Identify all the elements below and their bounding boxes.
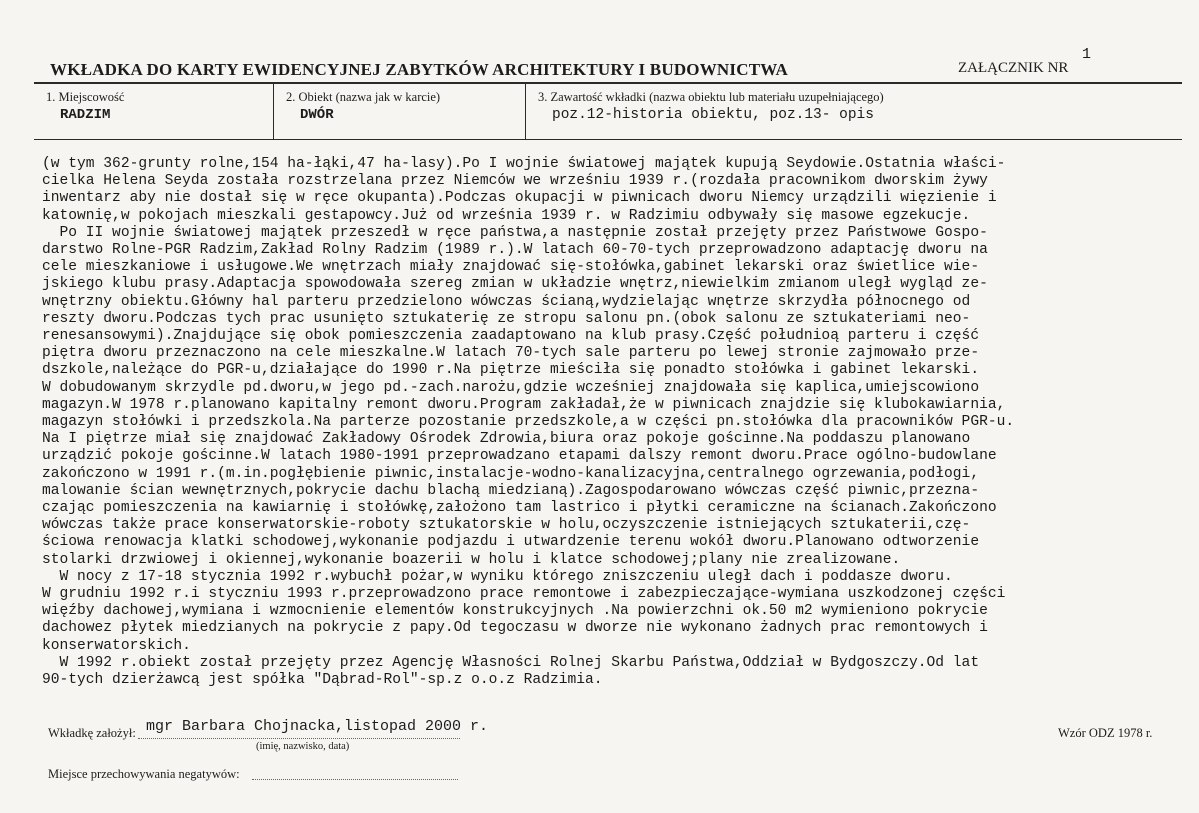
page-title: WKŁADKA DO KARTY EWIDENCYJNEJ ZABYTKÓW ARCHITEKTURY I BUDOWNICTWA <box>50 60 789 79</box>
text-line: W 1992 r.obiekt został przejęty przez Agencję Własności Rolnej Skarbu Państwa,Oddział w Bydgoszczy.Od lat <box>42 654 980 671</box>
text-line: malowanie ścian wewnętrznych,pokrycie dachu blachą miedzianą).Zagospodarowano wówczas część piwnic,przezna- <box>42 482 980 499</box>
text-line: czając pomieszczenia na kawiarnię i stołówkę,założono tam lastrico i płytki ceramiczne na ścianach.Zakończono <box>42 500 997 517</box>
text-line: więźby dachowej,wymiana i wzmocnienie elementów konstrukcyjnych .Na powierzchni ok.50 m2 wymieniono pokrycie <box>42 603 988 620</box>
content-field <box>526 82 1182 140</box>
text-line: magazyn.W 1978 r.planowano kapitalny remont dworu.Program zakładał,że w piwnicach znajdzie się klubokawiarnia, <box>42 396 1006 413</box>
annex-label: ZAŁĄCZNIK NR <box>958 60 1069 76</box>
text-line: cielka Helena Seyda została rozstrzelana przez Niemców we wrześniu 1939 r.(rozdała pracownikom dworskim żywy <box>42 173 988 190</box>
text-line: reszty dworu.Podczas tych prac usunięto sztukaterię ze stropu salonu pn.(obok salonu ze sztukateriami neo- <box>42 310 971 327</box>
location-label: 1. Miejscowość <box>46 90 125 104</box>
text-line: inwentarz aby nie dostał się w ręce okupanta).Podczas okupacji w piwnicach dworu Niemcy urządzili więzienie i <box>42 190 997 207</box>
object-label: 2. Obiekt (nazwa jak w karcie) <box>286 90 441 104</box>
content-label: 3. Zawartość wkładki (nazwa obiektu lub materiału uzupełniającego) <box>538 90 884 104</box>
text-line: katownię,w pokojach mieszkali gestapowcy.Już od września 1939 r. w Radzimiu odbywały się masowe egzekucje. <box>42 207 971 224</box>
text-line: piętra dworu przeznaczono na cele mieszkalne.W latach 70-tych sale parteru po lewej stronie zajmowało prze- <box>42 345 980 362</box>
author-value: mgr Barbara Chojnacka,listopad 2000 r. <box>146 718 489 735</box>
text-line: cele mieszkaniowe i usługowe.We wnętrzach miały znajdować się-stołówka,gabinet lekarski oraz świetlice wie- <box>42 259 980 276</box>
text-line: W dobudowanym skrzydle pd.dworu,w jego pd.-zach.narożu,gdzie wcześniej znajdowała się kaplica,umiejscowiono <box>42 379 980 396</box>
form-code: Wzór ODZ 1978 r. <box>1058 726 1153 740</box>
text-line: Po II wojnie światowej majątek przeszedł w ręce państwa,a następnie został przejęty przez Państwowe Gospo- <box>42 224 988 241</box>
annex-number: 1 <box>1082 46 1092 63</box>
text-line: dachowez płytek miedzianych na pokrycie z papy.Od tegoczasu w dworze nie wykonano żadnych prac remontowych i <box>42 620 988 637</box>
text-line: urządzić pokoje gościnne.W latach 1980-1991 przeprowadzano etapami dalszy remont dworu.Prace ogólno-budowlane <box>42 448 997 465</box>
text-line: W grudniu 1992 r.i styczniu 1993 r.przeprowadzono prace remontowe i zabezpieczające-wymiana uszkodzonej części <box>42 586 1006 603</box>
author-hint: (imię, nazwisko, data) <box>256 741 350 752</box>
text-line: dszkole,należące do PGR-u,działające do 1990 r.Na piętrze mieściła się ponadto stołówka i gabinet lekarski. <box>42 362 980 379</box>
text-line: darstwo Rolne-PGR Radzim,Zakład Rolny Radzim (1989 r.).W latach 60-70-tych przeprowadzono adaptację dworu na <box>42 242 988 259</box>
text-line: renesansowymi).Znajdujące się obok pomieszczenia zaadaptowano na klub prasy.Część południoą parteru i część <box>42 328 980 345</box>
text-line: konserwatorskich. <box>42 637 191 654</box>
text-line: jskiego klubu prasy.Adaptacja spowodowała szereg zmian w układzie wnętrz,niewielkim zmianom uległ wygląd ze- <box>42 276 988 293</box>
text-line: ściowa renowacja klatki schodowej,wykonanie podjazdu i utwardzenie terenu wokół dworu.Planowano odtworzenie <box>42 534 980 551</box>
location-field <box>34 82 274 140</box>
content-value: poz.12-historia obiektu, poz.13- opis <box>552 107 874 123</box>
text-line: (w tym 362-grunty rolne,154 ha-łąki,47 ha-lasy).Po I wojnie światowej majątek kupują Seydowie.Ostatnia właści- <box>42 156 1006 172</box>
text-line: stolarki drzwiowej i okiennej,wykonanie boazerii w holu i klatce schodowej;plany nie zrealizowane. <box>42 551 901 568</box>
text-line: Na I piętrze miał się znajdować Zakładowy Ośrodek Zdrowia,biura oraz pokoje gościnne.Na poddaszu planowano <box>42 431 971 448</box>
location-value: RADZIM <box>60 107 111 123</box>
author-label: Wkładkę założył: <box>48 726 136 740</box>
negatives-label: Miejsce przechowywania negatywów: <box>48 767 240 781</box>
text-line: zakończono w 1991 r.(m.in.pogłębienie piwnic,instalacje-wodno-kanalizacyjna,centralnego ogrzewania,podłogi, <box>42 465 980 482</box>
text-line: W nocy z 17-18 stycznia 1992 r.wybuchł pożar,w wyniku którego zniszczeniu uległ dach i poddasze dworu. <box>42 568 953 585</box>
object-value: DWÓR <box>300 107 334 123</box>
author-dotted-line <box>138 738 460 739</box>
text-line: 90-tych dzierżawcą jest spółka "Dąbrad-Rol"-sp.z o.o.z Radzimia. <box>42 672 603 689</box>
history-text <box>42 156 1172 689</box>
text-line: wnętrzny obiektu.Główny hal parteru przedzielono wówczas ścianą,wydzielając wnętrze skrzydła północnego od <box>42 293 971 310</box>
text-line: wówczas także prace konserwatorskie-roboty sztukatorskie w holu,oczyszczenie istniejących sztukaterii,czę- <box>42 517 971 534</box>
object-field <box>274 82 526 140</box>
negatives-dotted-line <box>252 779 458 780</box>
header-fields-table <box>34 82 1182 140</box>
text-line: magazyn stołówki i przedszkola.Na parterze pozostanie przedszkole,a w części pn.stołówka dla pracowników PGR-u. <box>42 414 1015 431</box>
